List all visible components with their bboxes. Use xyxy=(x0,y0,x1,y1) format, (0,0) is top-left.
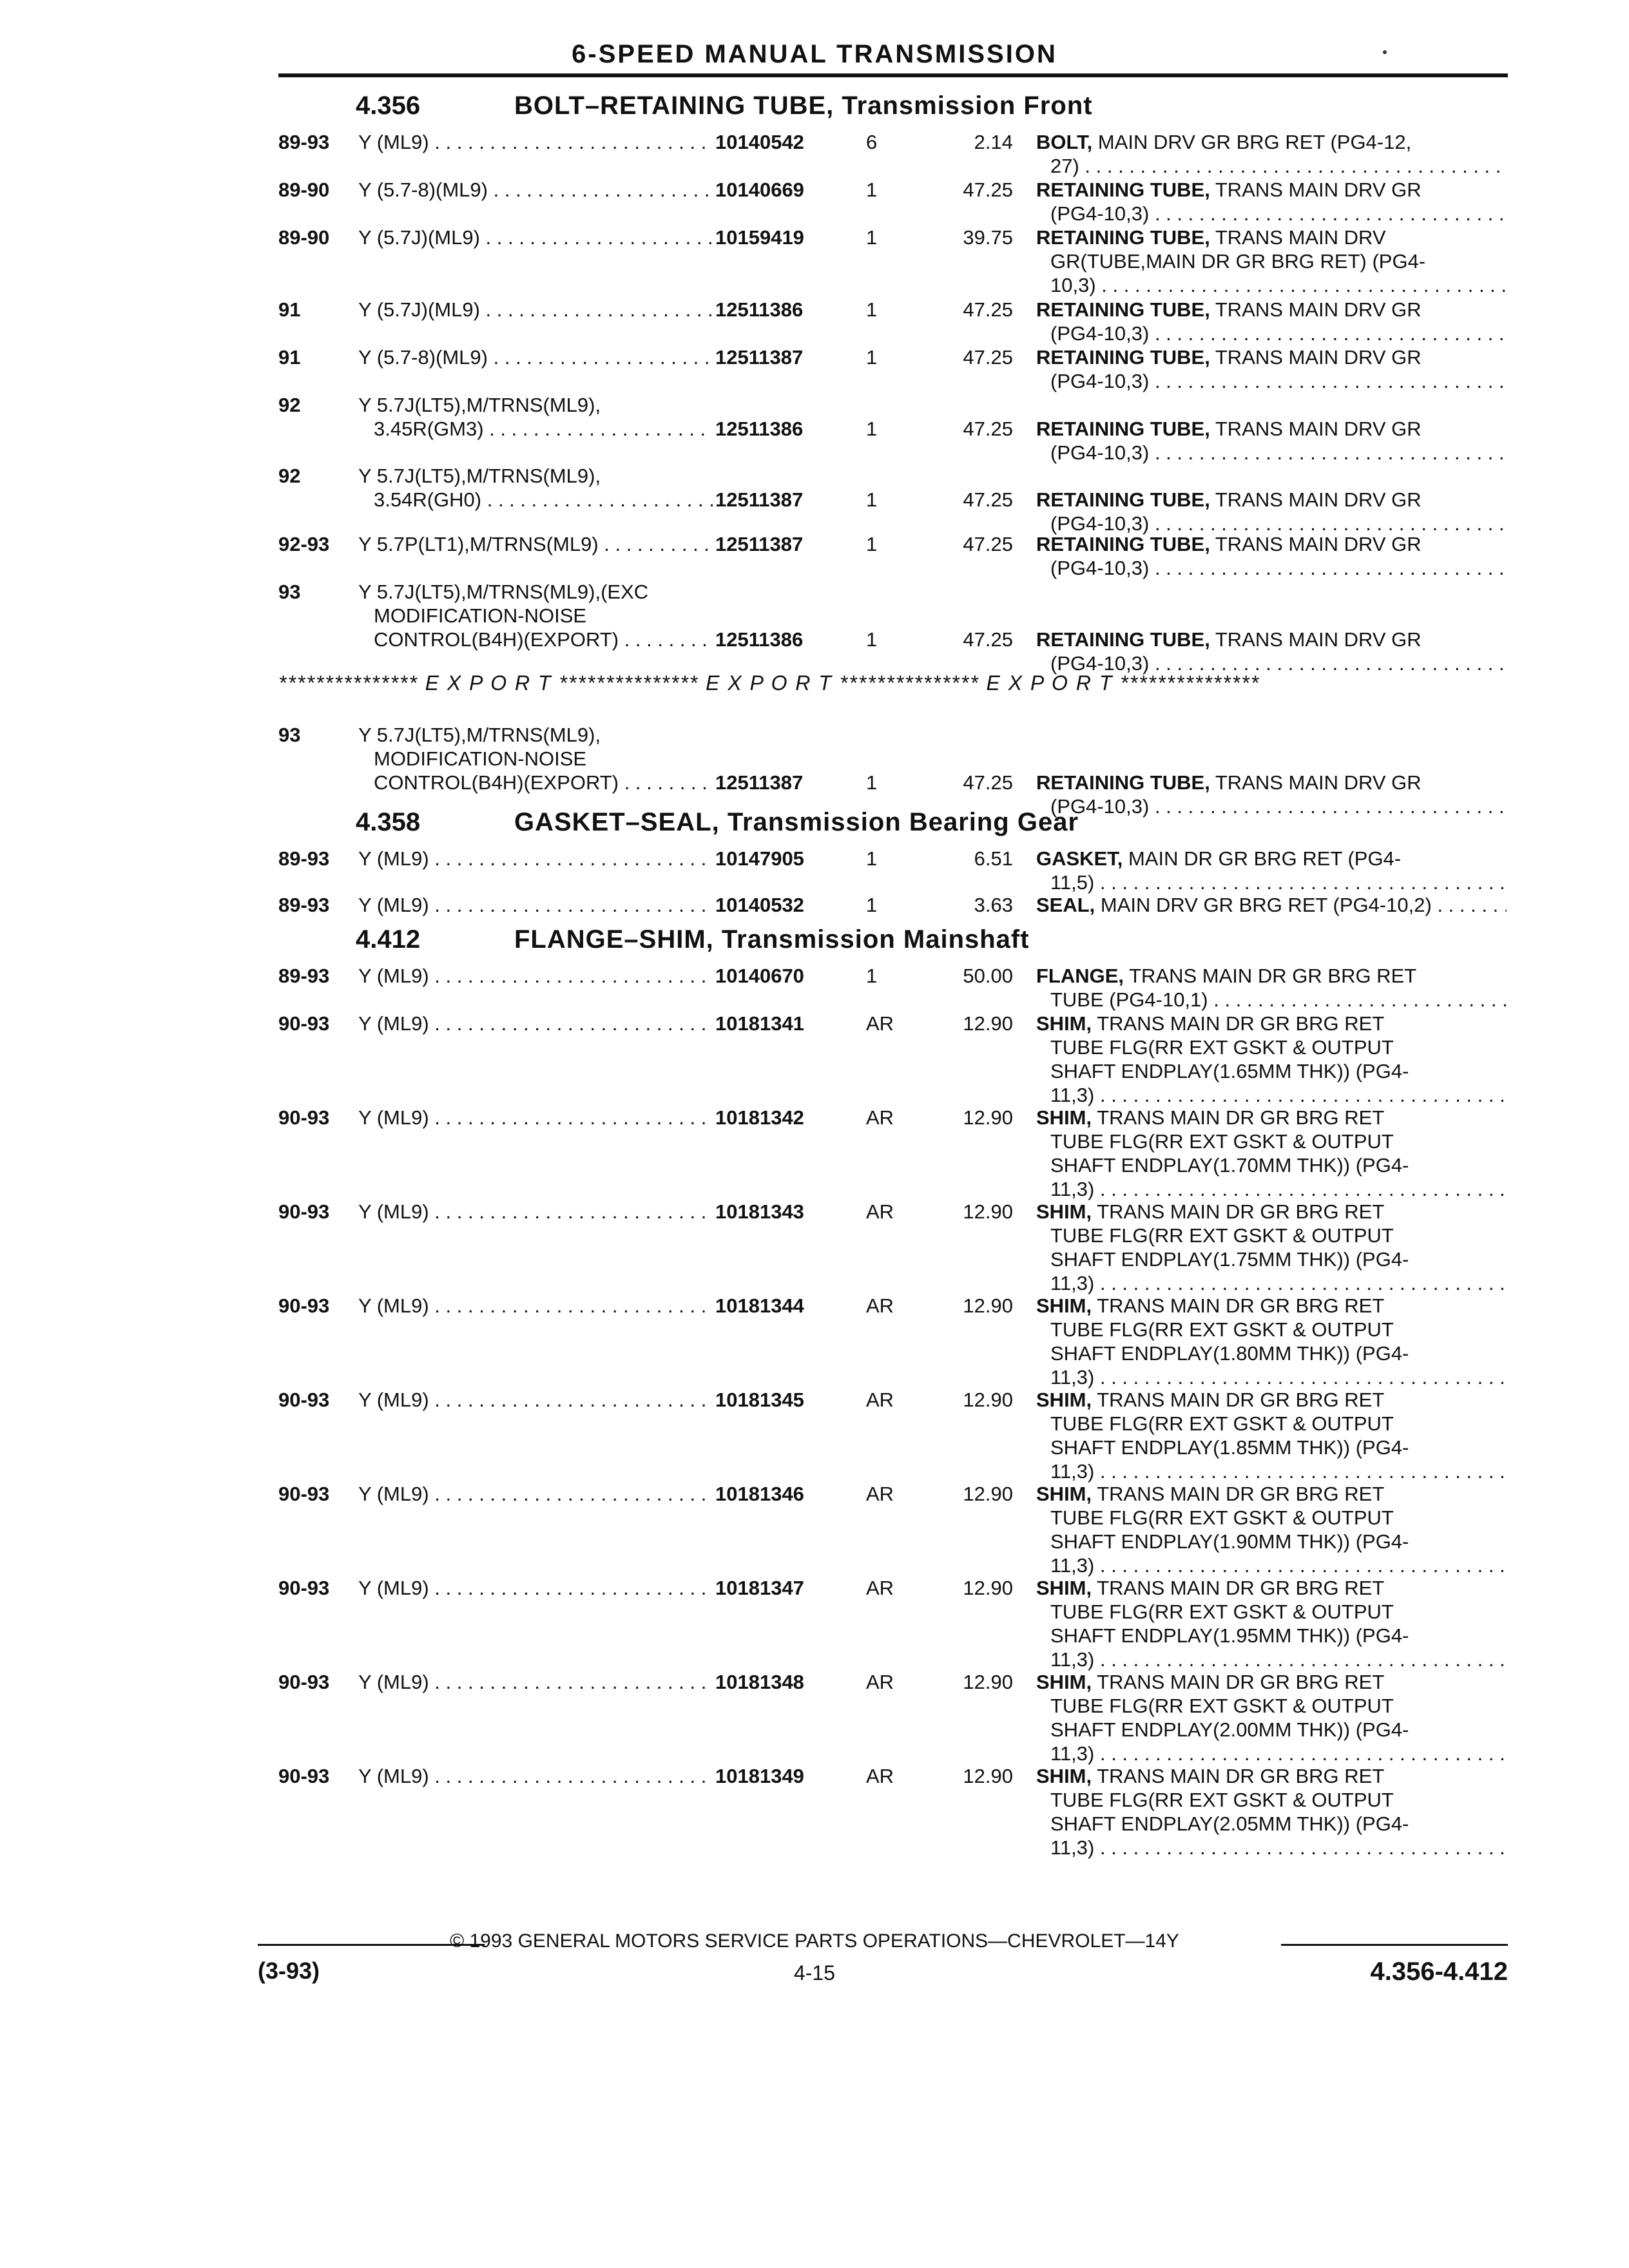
model-year: 90-93 xyxy=(278,1012,330,1035)
description-keyword: FLANGE, xyxy=(1036,965,1124,987)
description-text: 10,3) . . . xyxy=(1036,273,1507,297)
part-number: 10159419 xyxy=(715,226,804,249)
model-year: 93 xyxy=(278,724,301,746)
application-column xyxy=(358,345,713,369)
page-mark xyxy=(1383,50,1387,54)
section-number: 4.358 xyxy=(356,808,421,836)
price: 47.25 xyxy=(963,418,1013,440)
description-text: 27) . . . xyxy=(1036,154,1507,178)
page-title: 6-SPEED MANUAL TRANSMISSION xyxy=(572,40,1057,68)
application-text: CONTROL(B4H)(EXPORT) . . . xyxy=(358,628,713,651)
application-text: CONTROL(B4H)(EXPORT) . . . xyxy=(358,771,713,794)
description-text: 11,3) . . . xyxy=(1036,1083,1507,1107)
description-column xyxy=(1036,1012,1507,1107)
description-text xyxy=(1036,345,1507,369)
description-text: TUBE FLG(RR EXT GSKT & OUTPUT xyxy=(1050,1695,1394,1717)
quantity: AR xyxy=(866,1012,894,1035)
application-column xyxy=(358,1482,713,1506)
model-year: 92-93 xyxy=(278,533,330,555)
part-number: 10181343 xyxy=(715,1200,804,1223)
quantity: AR xyxy=(866,1577,894,1599)
application-column xyxy=(358,1388,713,1412)
quantity: 1 xyxy=(866,298,878,321)
description-text xyxy=(1036,847,1507,870)
description-column xyxy=(1036,417,1507,465)
model-year: 93 xyxy=(278,581,301,603)
description-text: GR(TUBE,MAIN DR GR BRG RET) (PG4- xyxy=(1050,250,1426,273)
description-detail: TRANS MAIN DR GR BRG RET xyxy=(1097,1577,1385,1599)
model-year: 90-93 xyxy=(278,1106,330,1129)
description-text: TUBE (PG4-10,1) . . . xyxy=(1036,988,1507,1012)
description-column xyxy=(1036,532,1507,580)
part-number: 10140669 xyxy=(715,178,804,201)
application-text: Y (ML9) . . . xyxy=(358,964,713,988)
application-text: MODIFICATION-NOISE xyxy=(374,747,587,770)
price: 12.90 xyxy=(963,1294,1013,1317)
description-text: 11,3) . . . xyxy=(1036,1271,1507,1295)
application-column xyxy=(358,964,713,988)
price: 12.90 xyxy=(963,1671,1013,1693)
description-column xyxy=(1036,847,1507,894)
description-text: SHAFT ENDPLAY(2.00MM THK)) (PG4- xyxy=(1050,1718,1409,1741)
part-number: 12511387 xyxy=(715,771,804,794)
footer-section-range: 4.356-4.412 xyxy=(1370,1957,1508,1986)
part-number: 12511387 xyxy=(715,346,804,369)
application-text: Y (ML9) . . . xyxy=(358,1294,713,1318)
quantity: 1 xyxy=(866,771,878,794)
part-number: 10181347 xyxy=(715,1577,804,1599)
description-text xyxy=(1036,1764,1507,1788)
description-text: TUBE FLG(RR EXT GSKT & OUTPUT xyxy=(1050,1130,1394,1153)
description-text: TUBE FLG(RR EXT GSKT & OUTPUT xyxy=(1050,1036,1394,1059)
section-name: FLANGE–SHIM, Transmission Mainshaft xyxy=(514,925,1030,954)
description-detail: TRANS MAIN DRV GR xyxy=(1215,298,1422,321)
description-text xyxy=(1036,964,1507,988)
description-text: 11,3) . . . xyxy=(1036,1836,1507,1860)
description-text: 11,3) . . . xyxy=(1036,1742,1507,1765)
price: 47.25 xyxy=(963,488,1013,511)
quantity: AR xyxy=(866,1389,894,1411)
model-year: 89-93 xyxy=(278,965,330,987)
model-year: 92 xyxy=(278,394,301,416)
model-year: 90-93 xyxy=(278,1294,330,1317)
description-text: (PG4-10,3) . . . xyxy=(1036,651,1507,675)
part-number: 10181344 xyxy=(715,1294,804,1317)
price: 2.14 xyxy=(974,131,1013,153)
description-text xyxy=(1036,1106,1507,1129)
description-text: TUBE FLG(RR EXT GSKT & OUTPUT xyxy=(1050,1318,1394,1341)
section-number: 4.412 xyxy=(356,925,421,954)
price: 47.25 xyxy=(963,178,1013,201)
description-keyword: RETAINING TUBE, xyxy=(1036,418,1210,440)
application-column xyxy=(358,1200,713,1224)
footer-page-number: 4-15 xyxy=(793,1961,836,1984)
description-detail: MAIN DRV GR BRG RET (PG4-12, xyxy=(1097,131,1412,153)
price: 50.00 xyxy=(963,965,1013,987)
description-text: 11,3) . . . xyxy=(1036,1365,1507,1389)
export-separator: *************** E X P O R T *************** E X P O R T *************** E X P O R T *************** xyxy=(278,671,1260,695)
application-text: MODIFICATION-NOISE xyxy=(374,604,587,627)
application-text: Y 5.7J(LT5),M/TRNS(ML9),(EXC xyxy=(358,581,649,603)
description-text xyxy=(1036,1294,1507,1318)
description-detail: TRANS MAIN DR GR BRG RET xyxy=(1097,1106,1385,1129)
application-text: Y (ML9) . . . xyxy=(358,893,713,917)
description-text: (PG4-10,3) . . . xyxy=(1036,369,1507,393)
application-column xyxy=(358,130,713,154)
description-keyword: RETAINING TUBE, xyxy=(1036,298,1210,321)
section-heading xyxy=(356,808,1079,837)
application-column xyxy=(358,893,713,917)
application-column xyxy=(358,1576,713,1600)
description-keyword: RETAINING TUBE, xyxy=(1036,533,1210,555)
description-text xyxy=(1036,893,1507,917)
description-keyword: BOLT, xyxy=(1036,131,1093,153)
application-text: Y (5.7-8)(ML9) . . . xyxy=(358,345,713,369)
description-detail: TRANS MAIN DR GR BRG RET xyxy=(1097,1389,1385,1411)
description-text: 11,3) . . . xyxy=(1036,1177,1507,1201)
application-text: Y (5.7J)(ML9) . . . xyxy=(358,298,713,322)
price: 3.63 xyxy=(974,894,1013,916)
application-column xyxy=(358,226,713,249)
quantity: 1 xyxy=(866,178,878,201)
price: 39.75 xyxy=(963,226,1013,249)
description-column xyxy=(1036,1482,1507,1577)
part-number: 12511386 xyxy=(715,628,804,651)
price: 12.90 xyxy=(963,1106,1013,1129)
description-column xyxy=(1036,628,1507,675)
part-number: 10140532 xyxy=(715,894,804,916)
model-year: 90-93 xyxy=(278,1200,330,1223)
model-year: 90-93 xyxy=(278,1389,330,1411)
description-text: TUBE FLG(RR EXT GSKT & OUTPUT xyxy=(1050,1506,1394,1529)
footer-date: (3-93) xyxy=(258,1957,320,1984)
application-text: Y (ML9) . . . xyxy=(358,847,713,870)
description-text: (PG4-10,3) . . . xyxy=(1036,794,1507,818)
description-detail: TRANS MAIN DRV GR xyxy=(1215,628,1422,651)
price: 12.90 xyxy=(963,1389,1013,1411)
price: 12.90 xyxy=(963,1577,1013,1599)
description-column xyxy=(1036,771,1507,818)
description-detail: TRANS MAIN DR GR BRG RET xyxy=(1097,1671,1385,1693)
description-column xyxy=(1036,488,1507,535)
part-number: 10181349 xyxy=(715,1765,804,1787)
application-text: Y (ML9) . . . xyxy=(358,1012,713,1035)
model-year: 89-93 xyxy=(278,131,330,153)
description-detail: TRANS MAIN DRV GR xyxy=(1215,178,1422,201)
description-detail: TRANS MAIN DRV GR xyxy=(1215,346,1422,369)
application-text: Y (ML9) . . . xyxy=(358,1106,713,1129)
description-keyword: SHIM, xyxy=(1036,1389,1092,1411)
description-detail: TRANS MAIN DRV GR xyxy=(1215,488,1422,511)
description-keyword: SHIM, xyxy=(1036,1106,1092,1129)
part-number: 10181345 xyxy=(715,1389,804,1411)
quantity: AR xyxy=(866,1671,894,1693)
quantity: 6 xyxy=(866,131,878,153)
description-detail: TRANS MAIN DRV GR xyxy=(1215,533,1422,555)
description-detail: MAIN DRV GR BRG RET (PG4-10,2) xyxy=(1100,894,1432,916)
quantity: 1 xyxy=(866,346,878,369)
application-column xyxy=(358,1764,713,1788)
description-text xyxy=(1036,532,1507,556)
quantity: AR xyxy=(866,1106,894,1129)
description-column xyxy=(1036,1764,1507,1860)
description-text xyxy=(1036,1388,1507,1412)
description-text: SHAFT ENDPLAY(1.65MM THK)) (PG4- xyxy=(1050,1060,1409,1082)
application-column xyxy=(358,580,713,651)
price: 47.25 xyxy=(963,298,1013,321)
quantity: 1 xyxy=(866,847,878,870)
price: 12.90 xyxy=(963,1012,1013,1035)
description-detail: TRANS MAIN DRV GR xyxy=(1215,418,1422,440)
model-year: 90-93 xyxy=(278,1483,330,1505)
description-keyword: RETAINING TUBE, xyxy=(1036,178,1210,201)
description-keyword: RETAINING TUBE, xyxy=(1036,771,1210,794)
application-column xyxy=(358,1106,713,1129)
application-text: Y (5.7J)(ML9) . . . xyxy=(358,226,713,249)
description-column xyxy=(1036,226,1507,297)
model-year: 90-93 xyxy=(278,1765,330,1787)
description-keyword: RETAINING TUBE, xyxy=(1036,488,1210,511)
description-text xyxy=(1036,178,1507,202)
description-keyword: SHIM, xyxy=(1036,1483,1092,1505)
application-column xyxy=(358,1670,713,1694)
part-number: 10147905 xyxy=(715,847,804,870)
description-keyword: RETAINING TUBE, xyxy=(1036,346,1210,369)
description-column xyxy=(1036,345,1507,393)
description-text: SHAFT ENDPLAY(1.70MM THK)) (PG4- xyxy=(1050,1154,1409,1177)
price: 47.25 xyxy=(963,346,1013,369)
application-column xyxy=(358,178,713,202)
application-column xyxy=(358,1012,713,1035)
footer-copyright: © 1993 GENERAL MOTORS SERVICE PARTS OPERATIONS—CHEVROLET—14Y xyxy=(450,1930,1179,1952)
description-text: TUBE FLG(RR EXT GSKT & OUTPUT xyxy=(1050,1412,1394,1435)
description-text: 11,3) . . . xyxy=(1036,1648,1507,1671)
description-text: TUBE FLG(RR EXT GSKT & OUTPUT xyxy=(1050,1224,1394,1247)
model-year: 90-93 xyxy=(278,1671,330,1693)
description-keyword: SHIM, xyxy=(1036,1577,1092,1599)
description-keyword: RETAINING TUBE, xyxy=(1036,226,1210,249)
part-number: 10181342 xyxy=(715,1106,804,1129)
model-year: 89-93 xyxy=(278,847,330,870)
description-text: 11,3) . . . xyxy=(1036,1553,1507,1577)
model-year: 91 xyxy=(278,298,301,321)
price: 47.25 xyxy=(963,533,1013,555)
model-year: 90-93 xyxy=(278,1577,330,1599)
description-detail: TRANS MAIN DRV GR xyxy=(1215,771,1422,794)
price: 12.90 xyxy=(963,1200,1013,1223)
part-number: 10140542 xyxy=(715,131,804,153)
application-text: Y (ML9) . . . xyxy=(358,1388,713,1412)
description-column xyxy=(1036,1106,1507,1201)
description-column xyxy=(1036,1200,1507,1295)
description-text xyxy=(1036,1012,1507,1035)
description-text: TUBE FLG(RR EXT GSKT & OUTPUT xyxy=(1050,1600,1394,1623)
description-keyword: SHIM, xyxy=(1036,1200,1092,1223)
quantity: AR xyxy=(866,1483,894,1505)
quantity: 1 xyxy=(866,965,878,987)
section-name: BOLT–RETAINING TUBE, Transmission Front xyxy=(514,91,1093,120)
quantity: AR xyxy=(866,1294,894,1317)
application-column xyxy=(358,847,713,870)
description-text: SHAFT ENDPLAY(1.85MM THK)) (PG4- xyxy=(1050,1436,1409,1459)
application-text: 3.45R(GM3) . . . xyxy=(358,417,713,441)
description-detail: TRANS MAIN DR GR BRG RET xyxy=(1129,965,1417,987)
section-name: GASKET–SEAL, Transmission Bearing Gear xyxy=(514,808,1079,836)
description-keyword: SEAL, xyxy=(1036,894,1095,916)
section-number: 4.356 xyxy=(356,91,421,120)
application-column xyxy=(358,393,713,441)
description-text: (PG4-10,3) . . . xyxy=(1036,202,1507,226)
description-column xyxy=(1036,893,1507,917)
description-keyword: GASKET, xyxy=(1036,847,1123,870)
description-column xyxy=(1036,1388,1507,1483)
description-keyword: SHIM, xyxy=(1036,1012,1092,1035)
description-text xyxy=(1036,417,1507,441)
part-number: 10181346 xyxy=(715,1483,804,1505)
quantity: 1 xyxy=(866,533,878,555)
application-column xyxy=(358,1294,713,1318)
quantity: 1 xyxy=(866,418,878,440)
description-text xyxy=(1036,628,1507,651)
quantity: 1 xyxy=(866,894,878,916)
description-detail: TRANS MAIN DR GR BRG RET xyxy=(1097,1483,1385,1505)
application-text: Y 5.7J(LT5),M/TRNS(ML9), xyxy=(358,394,601,416)
application-column xyxy=(358,298,713,322)
application-column xyxy=(358,464,713,512)
description-column xyxy=(1036,178,1507,226)
part-number: 10140670 xyxy=(715,965,804,987)
description-column xyxy=(1036,130,1507,178)
price: 6.51 xyxy=(974,847,1013,870)
description-keyword: SHIM, xyxy=(1036,1671,1092,1693)
quantity: AR xyxy=(866,1200,894,1223)
part-number: 10181341 xyxy=(715,1012,804,1035)
description-text: (PG4-10,3) . . . xyxy=(1036,322,1507,345)
price: 47.25 xyxy=(963,771,1013,794)
section-heading xyxy=(356,91,1093,120)
description-text: TUBE FLG(RR EXT GSKT & OUTPUT xyxy=(1050,1789,1394,1811)
quantity: 1 xyxy=(866,488,878,511)
application-text: Y 5.7P(LT1),M/TRNS(ML9) . . . xyxy=(358,532,713,556)
description-text: SHAFT ENDPLAY(1.80MM THK)) (PG4- xyxy=(1050,1342,1409,1365)
description-text xyxy=(1036,1576,1507,1600)
application-text: Y 5.7J(LT5),M/TRNS(ML9), xyxy=(358,724,601,746)
description-text: (PG4-10,3) . . . xyxy=(1036,441,1507,465)
part-number: 10181348 xyxy=(715,1671,804,1693)
part-number: 12511387 xyxy=(715,533,804,555)
description-text xyxy=(1036,771,1507,794)
part-number: 12511387 xyxy=(715,488,804,511)
description-detail: TRANS MAIN DR GR BRG RET xyxy=(1097,1012,1385,1035)
description-text xyxy=(1036,298,1507,322)
part-number: 12511386 xyxy=(715,298,804,321)
quantity: AR xyxy=(866,1765,894,1787)
price: 12.90 xyxy=(963,1765,1013,1787)
description-text xyxy=(1036,1482,1507,1506)
description-detail: TRANS MAIN DR GR BRG RET xyxy=(1097,1765,1385,1787)
application-text: Y (ML9) . . . xyxy=(358,1670,713,1694)
description-column xyxy=(1036,1294,1507,1389)
description-text: SHAFT ENDPLAY(2.05MM THK)) (PG4- xyxy=(1050,1812,1409,1835)
price: 47.25 xyxy=(963,628,1013,651)
application-text: Y (5.7-8)(ML9) . . . xyxy=(358,178,713,202)
description-text: SHAFT ENDPLAY(1.75MM THK)) (PG4- xyxy=(1050,1248,1409,1271)
section-heading xyxy=(356,925,1030,954)
description-text: SHAFT ENDPLAY(1.90MM THK)) (PG4- xyxy=(1050,1530,1409,1553)
application-text: Y (ML9) . . . xyxy=(358,1200,713,1224)
description-text xyxy=(1036,130,1507,154)
application-text: Y (ML9) . . . xyxy=(358,1764,713,1788)
application-text: 3.54R(GH0) . . . xyxy=(358,488,713,512)
description-keyword: RETAINING TUBE, xyxy=(1036,628,1210,651)
description-text: (PG4-10,3) . . . xyxy=(1036,556,1507,580)
description-text: 11,3) . . . xyxy=(1036,1459,1507,1483)
price: 12.90 xyxy=(963,1483,1013,1505)
description-text xyxy=(1036,226,1507,249)
description-detail: TRANS MAIN DR GR BRG RET xyxy=(1097,1200,1385,1223)
application-column xyxy=(358,532,713,556)
model-year: 89-90 xyxy=(278,226,330,249)
quantity: 1 xyxy=(866,628,878,651)
description-text: (PG4-10,3) . . . xyxy=(1036,512,1507,535)
description-column xyxy=(1036,1576,1507,1671)
model-year: 91 xyxy=(278,346,301,369)
application-column xyxy=(358,723,713,794)
application-text: Y (ML9) . . . xyxy=(358,1482,713,1506)
description-detail: TRANS MAIN DRV xyxy=(1215,226,1386,249)
description-text: SHAFT ENDPLAY(1.95MM THK)) (PG4- xyxy=(1050,1624,1409,1647)
description-detail: TRANS MAIN DR GR BRG RET xyxy=(1097,1294,1385,1317)
description-text xyxy=(1036,488,1507,512)
model-year: 89-90 xyxy=(278,178,330,201)
model-year: 92 xyxy=(278,465,301,487)
description-column xyxy=(1036,298,1507,345)
description-keyword: SHIM, xyxy=(1036,1294,1092,1317)
description-column xyxy=(1036,964,1507,1012)
title-rule xyxy=(278,73,1508,77)
description-text xyxy=(1036,1670,1507,1694)
model-year: 89-93 xyxy=(278,894,330,916)
description-detail: MAIN DR GR BRG RET (PG4- xyxy=(1128,847,1402,870)
application-text: Y 5.7J(LT5),M/TRNS(ML9), xyxy=(358,465,601,487)
description-text: 11,5) . . . xyxy=(1036,870,1507,894)
description-column xyxy=(1036,1670,1507,1765)
application-text: Y (ML9) . . . xyxy=(358,1576,713,1600)
application-text: Y (ML9) . . . xyxy=(358,130,713,154)
part-number: 12511386 xyxy=(715,418,804,440)
description-keyword: SHIM, xyxy=(1036,1765,1092,1787)
quantity: 1 xyxy=(866,226,878,249)
description-text xyxy=(1036,1200,1507,1224)
